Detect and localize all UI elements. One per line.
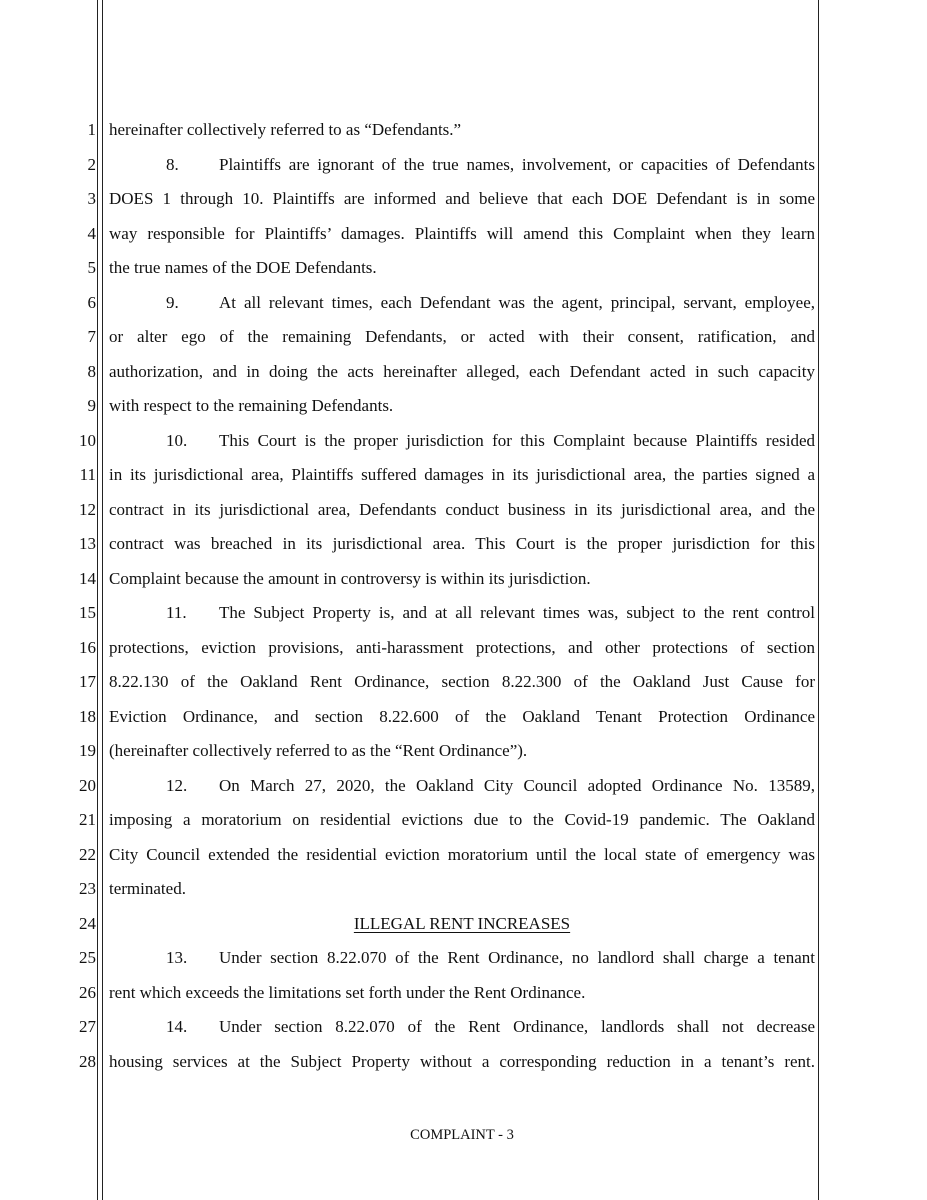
line-number: 12 (79, 500, 96, 519)
right-margin-rule (818, 0, 819, 1200)
text-line: The Subject Property is, and at all relevant times was, subject to the rent control (219, 603, 815, 622)
line-number: 23 (79, 879, 96, 898)
text-line: housing services at the Subject Property without a corresponding reduction in a tenant’s rent. (109, 1052, 815, 1071)
text-line: On March 27, 2020, the Oakland City Council adopted Ordinance No. 13589, (219, 776, 815, 795)
paragraph-number: 11. (166, 603, 187, 622)
line-number: 1 (87, 120, 96, 139)
text-line: the true names of the DOE Defendants. (109, 258, 377, 277)
line-number: 18 (79, 707, 96, 726)
line-number: 7 (87, 327, 96, 346)
paragraph-number: 8. (166, 155, 179, 174)
paragraph-number: 12. (166, 776, 188, 795)
line-number: 3 (87, 189, 96, 208)
text-line: Eviction Ordinance, and section 8.22.600 of the Oakland Tenant Protection Ordinance (109, 707, 815, 726)
line-number: 28 (79, 1052, 96, 1071)
line-number: 6 (87, 293, 96, 312)
text-line: with respect to the remaining Defendants. (109, 396, 394, 415)
paragraph-11-first-line (109, 603, 815, 623)
text-line: Under section 8.22.070 of the Rent Ordinance, no landlord shall charge a tenant (219, 948, 815, 967)
text-line: authorization, and in doing the acts hereinafter alleged, each Defendant acted in such capacity (109, 362, 815, 381)
text-line: At all relevant times, each Defendant was the agent, principal, servant, employee, (219, 293, 815, 312)
section-heading (109, 914, 815, 934)
left-margin-rule-inner (102, 0, 103, 1200)
paragraph-number: 14. (166, 1017, 188, 1036)
text-line: rent which exceeds the limitations set forth under the Rent Ordinance. (109, 983, 586, 1002)
line-number: 26 (79, 983, 96, 1002)
line-number: 24 (79, 914, 96, 933)
paragraph-10-first-line (109, 431, 815, 451)
text-line: Plaintiffs are ignorant of the true names, involvement, or capacities of Defendants (219, 155, 815, 174)
line-number: 16 (79, 638, 96, 657)
line-number: 21 (79, 810, 96, 829)
paragraph-13-first-line (109, 948, 815, 968)
paragraph-number: 13. (166, 948, 188, 967)
text-line: contract in its jurisdictional area, Defendants conduct business in its jurisdictional area, and the (109, 500, 815, 519)
line-number: 2 (87, 155, 96, 174)
left-margin-rule-outer (97, 0, 98, 1200)
line-number: 20 (79, 776, 96, 795)
text-line: contract was breached in its jurisdictional area. This Court is the proper jurisdiction for this (109, 534, 815, 553)
line-number: 27 (79, 1017, 96, 1036)
paragraph-number: 10. (166, 431, 188, 450)
text-line: way responsible for Plaintiffs’ damages. Plaintiffs will amend this Complaint when they learn (109, 224, 815, 243)
text-line: 8.22.130 of the Oakland Rent Ordinance, section 8.22.300 of the Oakland Just Cause for (109, 672, 815, 691)
text-line: Under section 8.22.070 of the Rent Ordinance, landlords shall not decrease (219, 1017, 815, 1036)
line-number: 8 (87, 362, 96, 381)
text-line: in its jurisdictional area, Plaintiffs suffered damages in its jurisdictional area, the parties signed a (109, 465, 815, 484)
line-number: 22 (79, 845, 96, 864)
paragraph-12-first-line (109, 776, 815, 796)
line-number: 5 (87, 258, 96, 277)
page-footer: COMPLAINT - 3 (410, 1127, 514, 1143)
text-line: City Council extended the residential eviction moratorium until the local state of emergency was (109, 845, 815, 864)
line-number: 10 (79, 431, 96, 450)
text-line: This Court is the proper jurisdiction for this Complaint because Plaintiffs resided (219, 431, 815, 450)
paragraph-9-first-line (109, 293, 815, 313)
section-heading-text: ILLEGAL RENT INCREASES (353, 914, 571, 933)
line-number: 19 (79, 741, 96, 760)
text-line: DOES 1 through 10. Plaintiffs are informed and believe that each DOE Defendant is in some (109, 189, 815, 208)
line-number: 9 (87, 396, 96, 415)
text-line: (hereinafter collectively referred to as the “Rent Ordinance”). (109, 741, 528, 760)
line-number: 13 (79, 534, 96, 553)
text-line: or alter ego of the remaining Defendants, or acted with their consent, ratification, and (109, 327, 815, 346)
line-number: 25 (79, 948, 96, 967)
line-number: 14 (79, 569, 96, 588)
line-number: 15 (79, 603, 96, 622)
paragraph-number: 9. (166, 293, 179, 312)
text-line: protections, eviction provisions, anti-harassment protections, and other protections of section (109, 638, 815, 657)
text-line: imposing a moratorium on residential evictions due to the Covid-19 pandemic. The Oakland (109, 810, 815, 829)
paragraph-8-first-line (109, 155, 815, 175)
line-number: 11 (79, 465, 96, 484)
line-number: 4 (87, 224, 96, 243)
text-line: Complaint because the amount in controversy is within its jurisdiction. (109, 569, 591, 588)
line-number: 17 (79, 672, 96, 691)
text-line: terminated. (109, 879, 186, 898)
text-line: hereinafter collectively referred to as “Defendants.” (109, 120, 462, 139)
paragraph-14-first-line (109, 1017, 815, 1037)
